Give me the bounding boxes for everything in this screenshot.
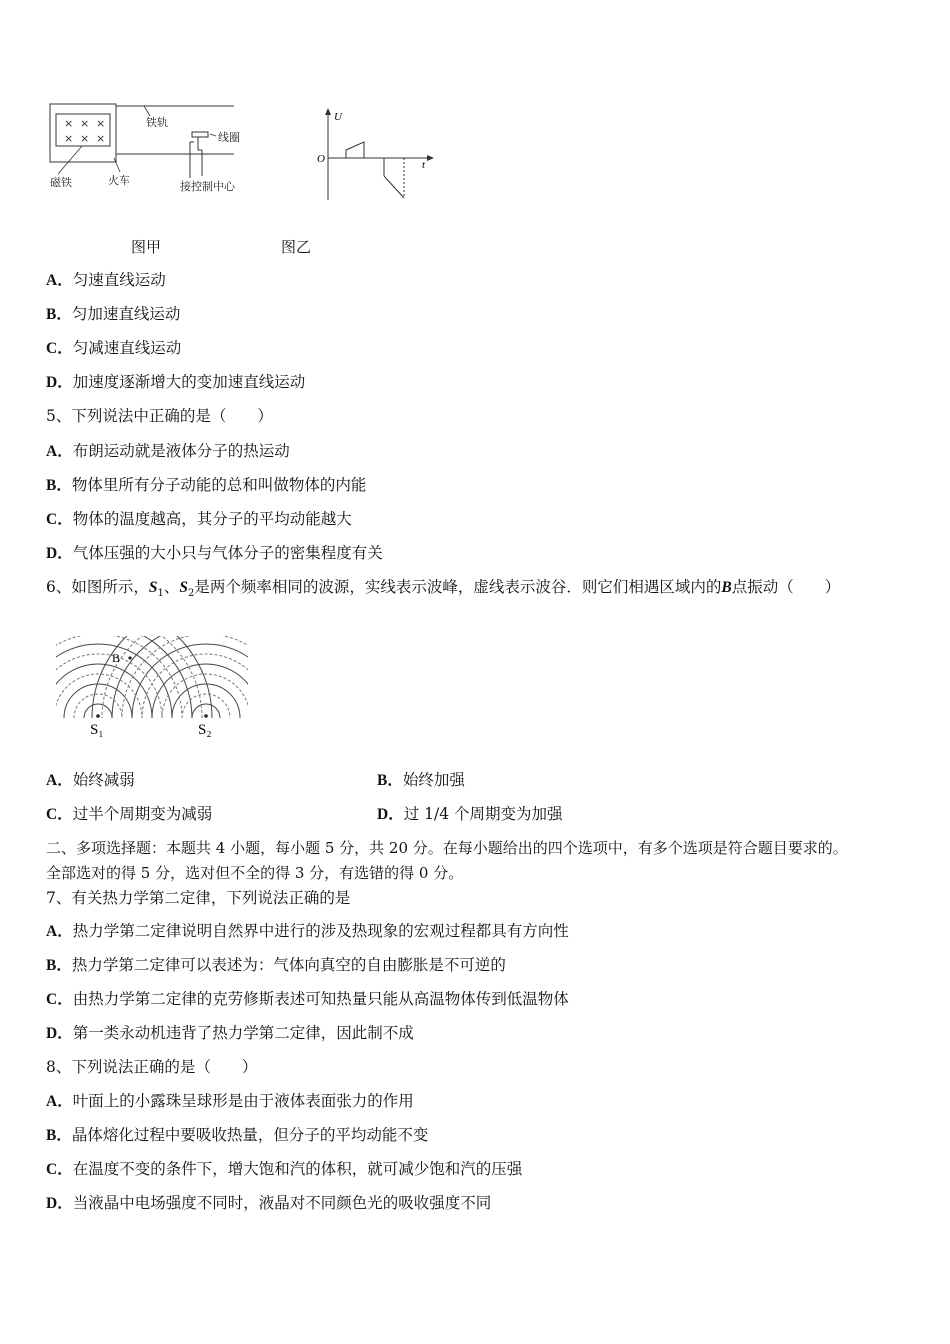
q6-option-d: D．过 1/4 个周期变为加强 bbox=[377, 805, 563, 823]
q7-option-d: D．第一类永动机违背了热力学第二定律，因此制不成 bbox=[46, 1024, 414, 1042]
q8-option-c: C．在温度不变的条件下，增大饱和汽的体积，就可减少饱和汽的压强 bbox=[46, 1160, 523, 1178]
caption-yi: 图乙 bbox=[281, 238, 312, 256]
q8-option-b: B．晶体熔化过程中要吸收热量，但分子的平均动能不变 bbox=[46, 1126, 429, 1144]
cross-mark: × bbox=[96, 117, 106, 130]
label-train: 火车 bbox=[108, 174, 130, 187]
source-s2-label: S₂ bbox=[198, 722, 212, 738]
q8-stem: 8、下列说法正确的是（ ） bbox=[46, 1058, 258, 1076]
cross-mark: × bbox=[80, 117, 90, 130]
q5-option-a: A．布朗运动就是液体分子的热运动 bbox=[46, 442, 290, 460]
q5-option-b: B．物体里所有分子动能的总和叫做物体的内能 bbox=[46, 476, 367, 494]
q4-option-b: B．匀加速直线运动 bbox=[46, 305, 181, 323]
q5-option-c: C．物体的温度越高，其分子的平均动能越大 bbox=[46, 510, 352, 528]
q4-option-c: C．匀减速直线运动 bbox=[46, 339, 182, 357]
cross-mark: × bbox=[96, 132, 106, 145]
q8-option-d: D．当液晶中电场强度不同时，液晶对不同颜色光的吸收强度不同 bbox=[46, 1194, 492, 1212]
q6-option-c: C．过半个周期变为减弱 bbox=[46, 805, 213, 823]
cross-mark: × bbox=[80, 132, 90, 145]
q5-option-d: D．气体压强的大小只与气体分子的密集程度有关 bbox=[46, 544, 383, 562]
axis-t-label: t bbox=[422, 159, 426, 171]
figure-jia bbox=[44, 96, 254, 196]
q5-stem: 5、下列说法中正确的是（ ） bbox=[46, 407, 273, 425]
origin-label: O bbox=[317, 153, 325, 165]
q4-option-d: D．加速度逐渐增大的变加速直线运动 bbox=[46, 373, 306, 391]
source-s1-label: S₁ bbox=[90, 722, 104, 738]
cross-mark: × bbox=[64, 117, 74, 130]
cross-mark: × bbox=[64, 132, 74, 145]
q7-option-c: C．由热力学第二定律的克劳修斯表述可知热量只能从高温物体传到低温物体 bbox=[46, 990, 569, 1008]
q6-option-a: A．始终减弱 bbox=[46, 771, 135, 789]
q8-option-a: A．叶面上的小露珠呈球形是由于液体表面张力的作用 bbox=[46, 1092, 414, 1110]
figure-yi bbox=[310, 104, 440, 204]
caption-jia: 图甲 bbox=[131, 238, 162, 256]
label-coil: 线圈 bbox=[218, 131, 240, 144]
q4-option-a: A．匀速直线运动 bbox=[46, 271, 166, 289]
axis-u-label: U bbox=[334, 111, 342, 123]
figure-wave-interference bbox=[52, 632, 252, 742]
label-magnet: 磁铁 bbox=[50, 176, 72, 189]
q7-option-a: A．热力学第二定律说明自然界中进行的涉及热现象的宏观过程都具有方向性 bbox=[46, 922, 569, 940]
section2-line2: 全部选对的得 5 分，选对但不全的得 3 分，有选错的得 0 分。 bbox=[46, 864, 464, 882]
section2-line1: 二、多项选择题：本题共 4 小题，每小题 5 分，共 20 分。在每小题给出的四个选项中，有多个选项是符合题目要求的。 bbox=[46, 839, 848, 857]
label-control-center: 接控制中心 bbox=[180, 180, 235, 193]
q7-stem: 7、有关热力学第二定律，下列说法正确的是 bbox=[46, 889, 351, 907]
q7-option-b: B．热力学第二定律可以表述为：气体向真空的自由膨胀是不可逆的 bbox=[46, 956, 506, 974]
point-b-label: B bbox=[112, 651, 121, 665]
q6-option-b: B．始终加强 bbox=[377, 771, 465, 789]
label-rail: 铁轨 bbox=[146, 116, 168, 129]
q6-stem: 6、如图所示，$S_1$、$S_2$是两个频率相同的波源，实线表示波峰，虚线表示波谷．则它们相遇区域内的B点振动（ ） bbox=[46, 578, 841, 600]
